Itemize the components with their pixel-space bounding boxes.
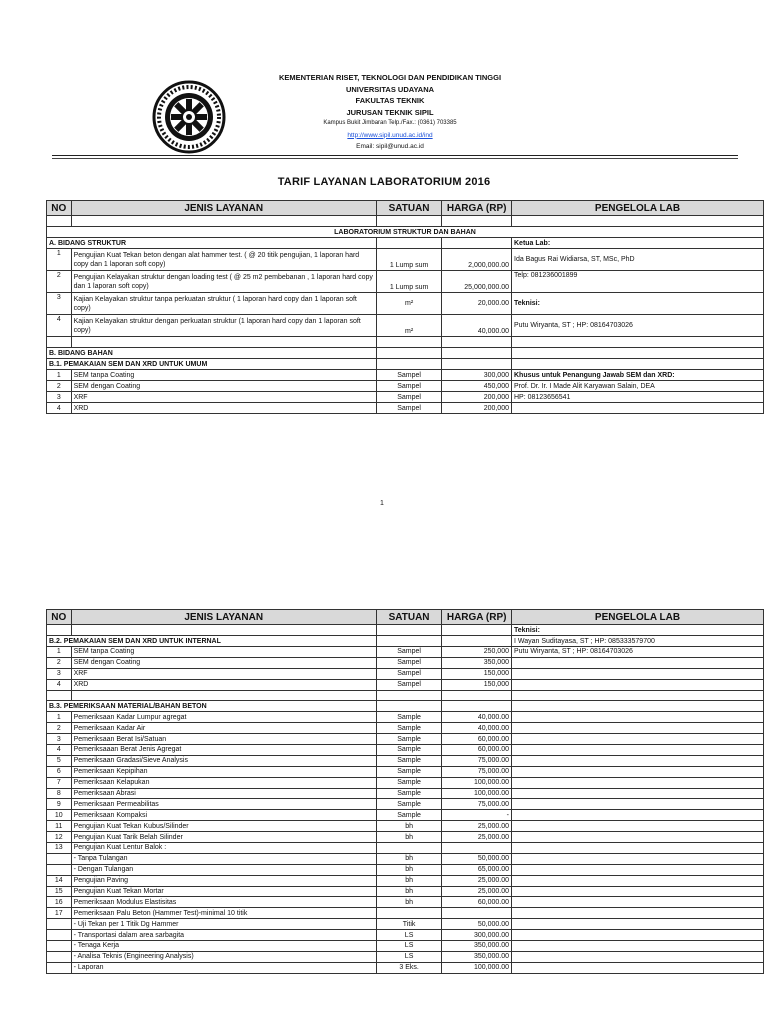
row-pengelola — [512, 962, 764, 973]
row-satuan: Sample — [376, 734, 442, 745]
table-row — [47, 919, 764, 930]
row-jenis: Pemeriksaan Modulus Elastisitas — [71, 897, 376, 908]
section-b-title: B. BIDANG BAHAN — [47, 348, 377, 359]
row-jenis: - Uji Tekan per 1 Titik Dg Hammer — [71, 919, 376, 930]
row-satuan: LS — [376, 930, 442, 941]
row-jenis: Pemeriksaan Kadar Lumpur agregat — [71, 712, 376, 723]
section-b2-title: B.2. PEMAKAIAN SEM DAN XRD UNTUK INTERNAL — [47, 636, 377, 647]
page-number: 1 — [380, 500, 384, 507]
row-pengelola — [512, 886, 764, 897]
empty-cell — [47, 690, 72, 701]
row-jenis: SEM tanpa Coating — [71, 647, 376, 658]
row-no: 17 — [47, 908, 72, 919]
tariff-table-1 — [46, 200, 764, 414]
row-jenis: Pemeriksaan Kompaksi — [71, 810, 376, 821]
row-satuan: Sampel — [376, 403, 442, 414]
row-pengelola — [512, 941, 764, 952]
row-pengelola — [512, 810, 764, 821]
table-row — [47, 777, 764, 788]
row-harga: 150,000 — [442, 679, 512, 690]
col-header-satuan: SATUAN — [376, 201, 442, 216]
row-no: 3 — [47, 668, 72, 679]
row-harga: 2,000,000.00 — [442, 249, 512, 271]
row-jenis: - Tanpa Tulangan — [71, 853, 376, 864]
row-harga: 100,000.00 — [442, 962, 512, 973]
row-satuan: bh — [376, 864, 442, 875]
row-no: 11 — [47, 821, 72, 832]
letterhead — [250, 72, 530, 153]
row-jenis: Pengujian Kuat Tekan beton dengan alat hammer test. ( @ 20 titik pengujian, 1 laporan hard copy dan 1 laporan soft copy) — [71, 249, 376, 271]
table-row — [47, 668, 764, 679]
row-satuan: Sampel — [376, 647, 442, 658]
row-jenis: Pemeriksaan Palu Beton (Hammer Test)-minimal 10 titik — [71, 908, 376, 919]
row-jenis: Pemeriksaan Kepipihan — [71, 766, 376, 777]
table-row — [47, 821, 764, 832]
department-name: JURUSAN TEKNIK SIPIL — [346, 107, 434, 117]
row-no: 2 — [47, 657, 72, 668]
row-no: 4 — [47, 403, 72, 414]
row-harga: 100,000.00 — [442, 777, 512, 788]
row-harga: 200,000 — [442, 392, 512, 403]
teknisi-label: Teknisi: — [512, 625, 764, 636]
row-harga: 25,000.00 — [442, 875, 512, 886]
row-no: 12 — [47, 832, 72, 843]
row-harga: 25,000,000.00 — [442, 271, 512, 293]
row-harga: 350,000 — [442, 657, 512, 668]
empty-cell — [512, 701, 764, 712]
row-satuan: Sample — [376, 745, 442, 756]
row-harga: 75,000.00 — [442, 755, 512, 766]
empty-cell — [442, 690, 512, 701]
table-row — [47, 875, 764, 886]
table-row — [47, 249, 764, 271]
header-divider — [52, 155, 738, 156]
row-pengelola — [512, 930, 764, 941]
row-pengelola — [512, 745, 764, 756]
row-no: 1 — [47, 249, 72, 271]
table-header-row — [47, 610, 764, 625]
row-jenis: SEM dengan Coating — [71, 657, 376, 668]
table-row — [47, 766, 764, 777]
row-harga: 75,000.00 — [442, 766, 512, 777]
row-pengelola: Telp: 081236001899 — [512, 271, 764, 293]
row-satuan: Sampel — [376, 392, 442, 403]
row-harga: 250,000 — [442, 647, 512, 658]
row-jenis: Pengujian Kuat Tarik Belah Silinder — [71, 832, 376, 843]
university-name: UNIVERSITAS UDAYANA — [345, 84, 435, 94]
table-row — [47, 755, 764, 766]
row-pengelola — [512, 821, 764, 832]
table-row — [47, 293, 764, 315]
tariff-table-2 — [46, 609, 764, 974]
section-a-title: A. BIDANG STRUKTUR — [47, 238, 377, 249]
row-harga: 200,000 — [442, 403, 512, 414]
row-jenis: - Analisa Teknis (Engineering Analysis) — [71, 951, 376, 962]
header-divider-thin — [52, 158, 738, 159]
empty-cell — [71, 690, 376, 701]
col-header-harga: HARGA (RP) — [442, 201, 512, 216]
row-jenis: Pemeriksaan Kelapukan — [71, 777, 376, 788]
table-header-row — [47, 201, 764, 216]
col-header-jenis: JENIS LAYANAN — [71, 201, 376, 216]
row-harga: 350,000.00 — [442, 941, 512, 952]
row-no — [47, 853, 72, 864]
row-jenis: XRF — [71, 392, 376, 403]
col-header-jenis: JENIS LAYANAN — [71, 610, 376, 625]
row-no: 2 — [47, 271, 72, 293]
row-no: 7 — [47, 777, 72, 788]
row-jenis: Pemeriksaan Permeabilitas — [71, 799, 376, 810]
row-no: 5 — [47, 755, 72, 766]
col-header-no: NO — [47, 610, 72, 625]
row-harga: 40,000.00 — [442, 712, 512, 723]
row-pengelola — [512, 755, 764, 766]
teknisi-contact: I Wayan Suditayasa, ST ; HP: 085333579700 — [512, 636, 764, 647]
row-satuan: Sample — [376, 799, 442, 810]
table-row — [47, 832, 764, 843]
row-pengelola — [512, 788, 764, 799]
row-jenis: - Laporan — [71, 962, 376, 973]
col-header-harga: HARGA (RP) — [442, 610, 512, 625]
row-satuan: bh — [376, 875, 442, 886]
faculty-name: FAKULTAS TEKNIK — [355, 96, 425, 105]
row-harga: 300,000 — [442, 370, 512, 381]
section-row — [47, 636, 764, 647]
row-harga: 25,000.00 — [442, 821, 512, 832]
ketua-lab-label: Ketua Lab: — [512, 238, 764, 249]
row-pengelola: HP: 08123656541 — [512, 392, 764, 403]
row-no: 14 — [47, 875, 72, 886]
row-pengelola — [512, 777, 764, 788]
section-row — [47, 359, 764, 370]
row-pengelola — [512, 864, 764, 875]
website-link[interactable]: http://www.sipil.unud.ac.id/ind — [347, 131, 433, 139]
col-header-satuan: SATUAN — [376, 610, 442, 625]
email-address: Email: sipil@unud.ac.id — [356, 143, 424, 150]
row-no — [47, 951, 72, 962]
row-pengelola: Prof. Dr. Ir. I Made Alit Karyawan Salain, DEA — [512, 381, 764, 392]
row-satuan: 1 Lump sum — [376, 249, 442, 271]
row-harga: 25,000.00 — [442, 886, 512, 897]
table-row — [47, 271, 764, 293]
row-no: 4 — [47, 745, 72, 756]
teknisi-label: Teknisi: — [512, 293, 764, 315]
ministry-name: KEMENTERIAN RISET, TEKNOLOGI DAN PENDIDIKAN TINGGI — [278, 73, 502, 82]
table-row — [47, 679, 764, 690]
row-jenis: Pengujian Kelayakan struktur dengan loading test ( @ 25 m2 pembebanan , 1 laporan hard copy dan 1 laporan soft copy) — [71, 271, 376, 293]
row-harga: 65,000.00 — [442, 864, 512, 875]
row-no: 15 — [47, 886, 72, 897]
row-satuan: Sample — [376, 712, 442, 723]
table-row — [47, 962, 764, 973]
row-pengelola — [512, 908, 764, 919]
row-pengelola: Putu Wiryanta, ST ; HP: 08164703026 — [512, 315, 764, 337]
row-satuan: bh — [376, 886, 442, 897]
table-row — [47, 930, 764, 941]
empty-cell — [376, 690, 442, 701]
table-row — [47, 886, 764, 897]
row-jenis: XRD — [71, 403, 376, 414]
row-harga: 50,000.00 — [442, 853, 512, 864]
row-pengelola — [512, 875, 764, 886]
row-satuan: Sample — [376, 766, 442, 777]
lab-name: LABORATORIUM STRUKTUR DAN BAHAN — [47, 227, 764, 238]
row-harga: 150,000 — [442, 668, 512, 679]
row-harga: 60,000.00 — [442, 897, 512, 908]
row-jenis: Pengujian Kuat Tekan Mortar — [71, 886, 376, 897]
row-jenis: SEM tanpa Coating — [71, 370, 376, 381]
row-satuan — [376, 843, 442, 854]
row-satuan: Sampel — [376, 679, 442, 690]
table-row — [47, 647, 764, 658]
row-harga: 50,000.00 — [442, 919, 512, 930]
row-harga: 25,000.00 — [442, 832, 512, 843]
row-harga: 60,000.00 — [442, 734, 512, 745]
row-harga: 100,000.00 — [442, 788, 512, 799]
row-pengelola — [512, 723, 764, 734]
table-row — [47, 864, 764, 875]
row-no: 10 — [47, 810, 72, 821]
row-no: 8 — [47, 788, 72, 799]
row-jenis: - Dengan Tulangan — [71, 864, 376, 875]
row-jenis: XRD — [71, 679, 376, 690]
section-row — [47, 348, 764, 359]
row-satuan: m² — [376, 293, 442, 315]
table-row — [47, 381, 764, 392]
table-row — [47, 745, 764, 756]
row-no: 3 — [47, 734, 72, 745]
address: Kampus Bukit Jimbaran Telp./Fax.: (0361) 703385 — [323, 120, 457, 126]
row-pengelola — [512, 832, 764, 843]
row-no: 1 — [47, 712, 72, 723]
row-satuan: bh — [376, 897, 442, 908]
row-pengelola — [512, 951, 764, 962]
row-jenis: - Tenaga Kerja — [71, 941, 376, 952]
row-pengelola — [512, 799, 764, 810]
row-pengelola — [512, 679, 764, 690]
col-header-pengelola: PENGELOLA LAB — [512, 610, 764, 625]
row-satuan: 3 Eks. — [376, 962, 442, 973]
page-title: TARIF LAYANAN LABORATORIUM 2016 — [277, 176, 491, 188]
empty-cell — [376, 701, 442, 712]
row-satuan: bh — [376, 832, 442, 843]
row-pengelola — [512, 853, 764, 864]
row-jenis: Kajian Kelayakan struktur tanpa perkuatan struktur ( 1 laporan hard copy dan 1 laporan soft copy) — [71, 293, 376, 315]
row-harga: 75,000.00 — [442, 799, 512, 810]
section-row — [47, 238, 764, 249]
row-jenis: Kajian Kelayakan struktur dengan perkuatan struktur (1 laporan hard copy dan 1 laporan soft copy) — [71, 315, 376, 337]
table-row — [47, 734, 764, 745]
row-jenis: Pengujian Paving — [71, 875, 376, 886]
table-row — [47, 941, 764, 952]
row-no: 2 — [47, 381, 72, 392]
row-harga: 350,000.00 — [442, 951, 512, 962]
row-jenis: Pemeriksaaan Berat Jenis Agregat — [71, 745, 376, 756]
row-jenis: Pengujian Kuat Tekan Kubus/Silinder — [71, 821, 376, 832]
row-harga: - — [442, 810, 512, 821]
section-b1-title: B.1. PEMAKAIAN SEM DAN XRD UNTUK UMUM — [47, 359, 377, 370]
empty-cell — [512, 690, 764, 701]
table-row — [47, 951, 764, 962]
row-no — [47, 919, 72, 930]
row-satuan: 1 Lump sum — [376, 271, 442, 293]
section-row — [47, 701, 764, 712]
table-row — [47, 392, 764, 403]
row-jenis: Pemeriksaan Kadar Air — [71, 723, 376, 734]
row-satuan: Sample — [376, 777, 442, 788]
row-no — [47, 930, 72, 941]
row-satuan: Sample — [376, 723, 442, 734]
row-no: 3 — [47, 293, 72, 315]
row-satuan: Sampel — [376, 381, 442, 392]
table-row — [47, 810, 764, 821]
row-pengelola — [512, 712, 764, 723]
row-satuan: Sampel — [376, 370, 442, 381]
row-jenis: Pemeriksaan Gradasi/Sieve Analysis — [71, 755, 376, 766]
row-no — [47, 864, 72, 875]
row-pengelola: Putu Wiryanta, ST ; HP: 08164703026 — [512, 647, 764, 658]
table-row — [47, 908, 764, 919]
row-no: 9 — [47, 799, 72, 810]
row-satuan: bh — [376, 853, 442, 864]
row-pengelola — [512, 897, 764, 908]
row-satuan: Sample — [376, 755, 442, 766]
col-header-no: NO — [47, 201, 72, 216]
row-jenis: Pemeriksaan Abrasi — [71, 788, 376, 799]
row-harga — [442, 908, 512, 919]
row-no — [47, 962, 72, 973]
row-harga: 20,000.00 — [442, 293, 512, 315]
table-row — [47, 843, 764, 854]
row-pengelola — [512, 403, 764, 414]
row-satuan: Sample — [376, 810, 442, 821]
row-satuan: Sampel — [376, 657, 442, 668]
row-jenis: - Transportasi dalam area sarbagita — [71, 930, 376, 941]
row-no: 1 — [47, 647, 72, 658]
university-seal-logo — [152, 80, 226, 154]
row-satuan: Titik — [376, 919, 442, 930]
spacer-row — [47, 690, 764, 701]
row-jenis: SEM dengan Coating — [71, 381, 376, 392]
row-pengelola — [512, 766, 764, 777]
row-no: 2 — [47, 723, 72, 734]
row-no: 1 — [47, 370, 72, 381]
row-no: 3 — [47, 392, 72, 403]
table-row — [47, 799, 764, 810]
table-row — [47, 788, 764, 799]
row-harga — [442, 843, 512, 854]
row-satuan: m² — [376, 315, 442, 337]
table-row — [47, 723, 764, 734]
table-row — [47, 897, 764, 908]
row-harga: 60,000.00 — [442, 745, 512, 756]
row-satuan: Sample — [376, 788, 442, 799]
row-pengelola — [512, 734, 764, 745]
row-pengelola: Ida Bagus Rai Widiarsa, ST, MSc, PhD — [512, 249, 764, 271]
row-pengelola — [512, 668, 764, 679]
spacer-row — [47, 216, 764, 227]
row-jenis: XRF — [71, 668, 376, 679]
table-row — [47, 657, 764, 668]
row-harga: 300,000.00 — [442, 930, 512, 941]
row-jenis: Pengujian Kuat Lentur Balok : — [71, 843, 376, 854]
row-pengelola — [512, 919, 764, 930]
table-row — [47, 370, 764, 381]
row-satuan: LS — [376, 951, 442, 962]
row-jenis: Pemeriksaan Berat Isi/Satuan — [71, 734, 376, 745]
table-row — [47, 853, 764, 864]
row-satuan — [376, 908, 442, 919]
row-harga: 40,000.00 — [442, 723, 512, 734]
table-row — [47, 403, 764, 414]
row-no: 13 — [47, 843, 72, 854]
row-harga: 40,000.00 — [442, 315, 512, 337]
section-b3-title: B.3. PEMERIKSAAN MATERIAL/BAHAN BETON — [47, 701, 377, 712]
empty-cell — [442, 701, 512, 712]
row-pengelola — [512, 843, 764, 854]
row-no: 16 — [47, 897, 72, 908]
table-row — [47, 315, 764, 337]
row-no: 6 — [47, 766, 72, 777]
col-header-pengelola: PENGELOLA LAB — [512, 201, 764, 216]
row-no: 4 — [47, 679, 72, 690]
spacer-row — [47, 337, 764, 348]
row-satuan: LS — [376, 941, 442, 952]
table-row — [47, 712, 764, 723]
row-pengelola: Khusus untuk Penangung Jawab SEM dan XRD: — [512, 370, 764, 381]
row-pengelola — [512, 657, 764, 668]
row-no: 4 — [47, 315, 72, 337]
row-satuan: bh — [376, 821, 442, 832]
row-satuan: Sampel — [376, 668, 442, 679]
spacer-row — [47, 625, 764, 636]
row-harga: 450,000 — [442, 381, 512, 392]
lab-name-row — [47, 227, 764, 238]
row-no — [47, 941, 72, 952]
